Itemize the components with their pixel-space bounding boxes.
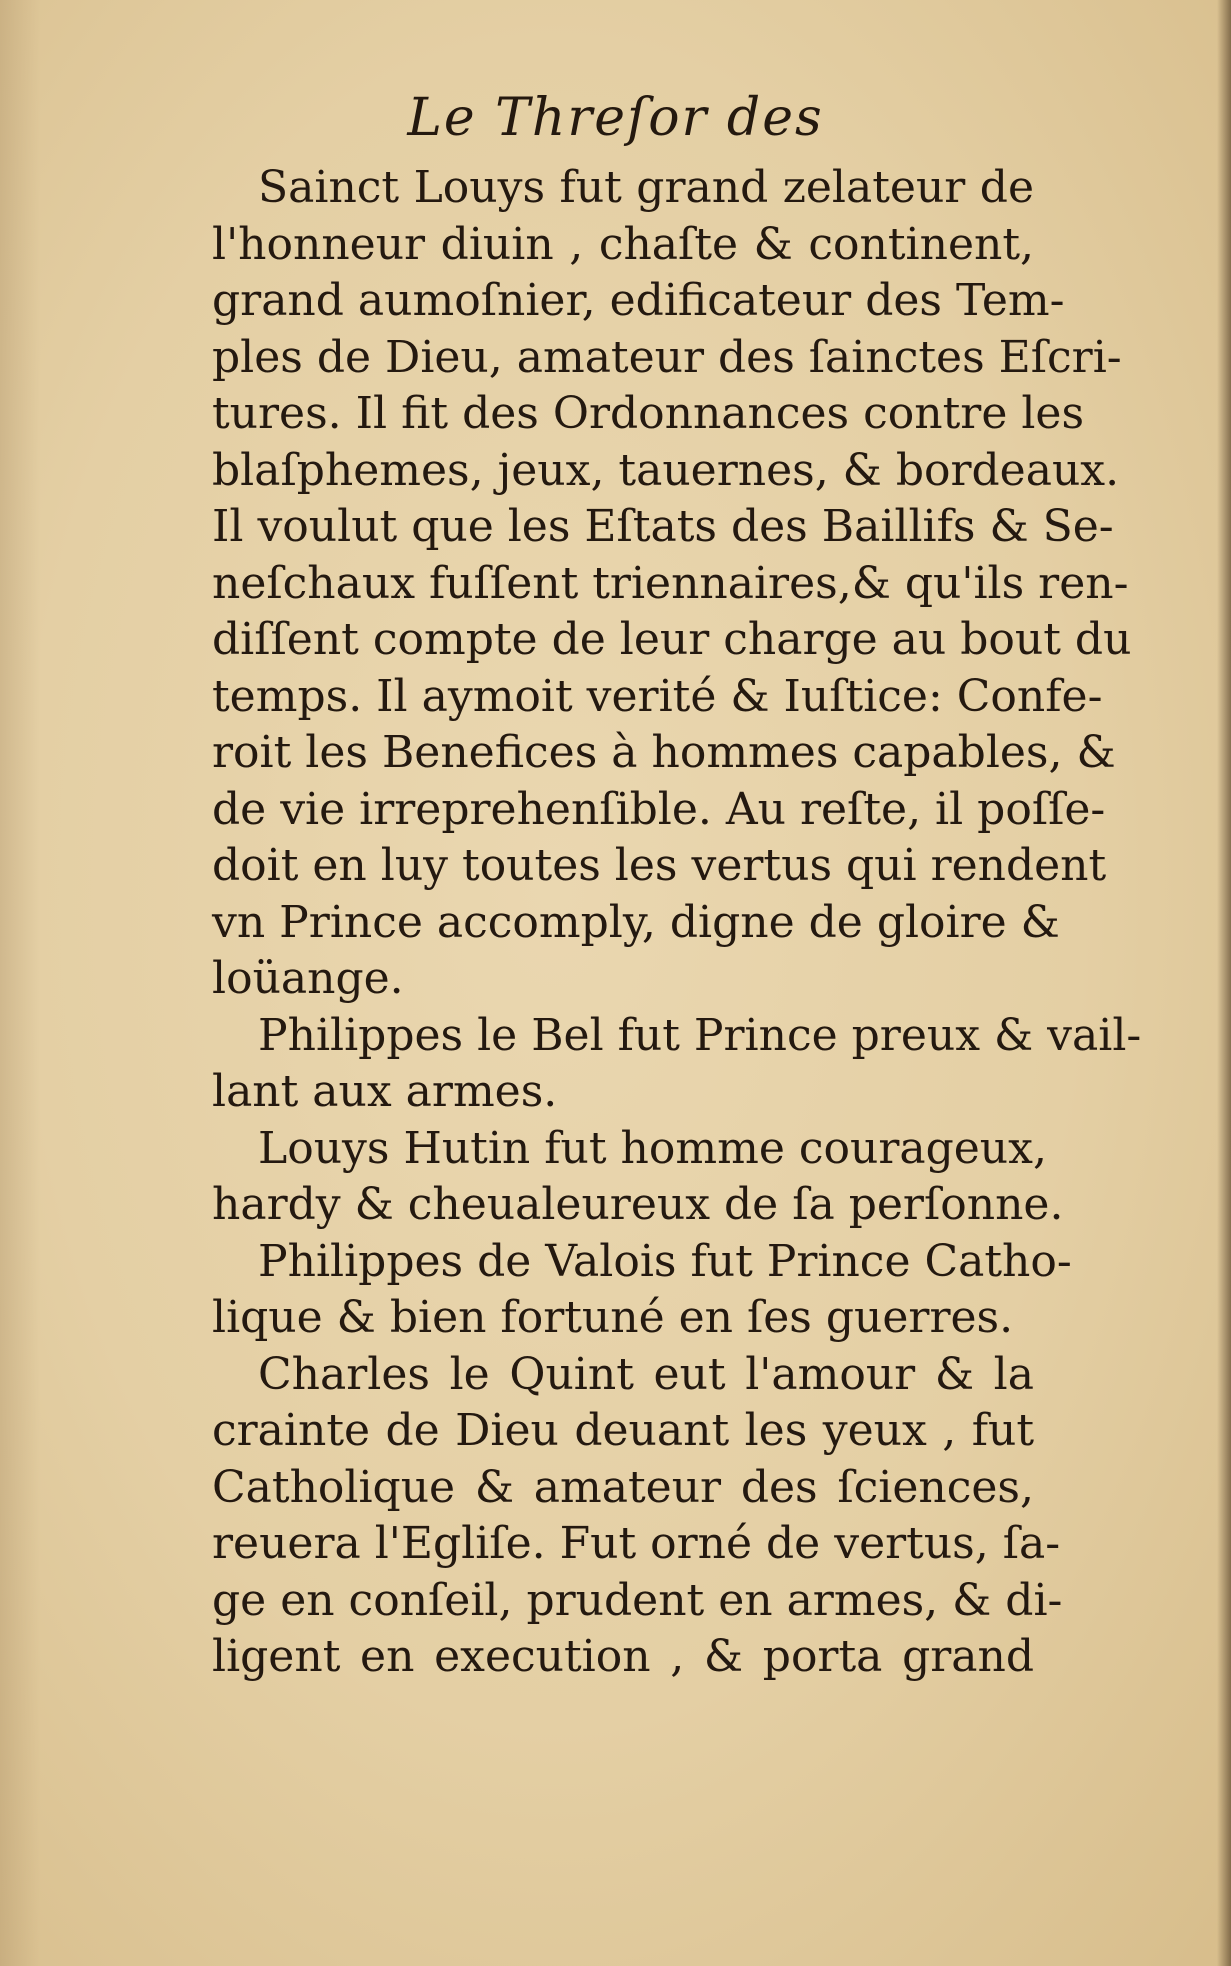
text-line: temps. Il aymoit verité & Iuſtice: Confe- (212, 670, 1103, 722)
text-line: vn Prince accomply, digne de gloire & (212, 896, 1060, 948)
text-line: Il voulut que les Eſtats des Baillifs & Se- (212, 501, 1114, 552)
text-line: grand aumoſnier, edificateur des Tem- (212, 275, 1065, 326)
text-line: roit les Benefices à hommes capables, & (212, 727, 1116, 778)
text-line: lique & bien fortuné en ſes guerres. (212, 1292, 1014, 1343)
text-line: ples de Dieu, amateur des ſainctes Eſcri- (212, 331, 1122, 383)
body-text (212, 160, 1142, 1686)
text-line: neſchaux fuſſent triennaires,& qu'ils ren- (212, 557, 1129, 609)
text-line: ge en conſeil, prudent en armes, & di- (212, 1574, 1063, 1626)
text-line: reuera l'Egliſe. Fut orné de vertus, ſa- (212, 1518, 1061, 1569)
text-line: Sainct Louys fut grand zelateur de (258, 162, 1034, 213)
text-line: l'honneur diuin , chaſte & continent, (212, 218, 1034, 270)
text-line: Louys Hutin fut homme courageux, (258, 1122, 1047, 1174)
text-line: Charles le Quint eut l'amour & la (258, 1348, 1034, 1400)
text-line: Philippes de Valois fut Prince Catho- (258, 1235, 1072, 1287)
text-line: hardy & cheualeureux de ſa perſonne. (212, 1179, 1064, 1230)
text-line: blaſphemes, jeux, tauernes, & bordeaux. (212, 444, 1120, 496)
text-line: lant aux armes. (212, 1066, 558, 1117)
text-line: doit en luy toutes les vertus qui rendent (212, 840, 1107, 891)
text-line: Philippes le Bel fut Prince preux & vail- (258, 1009, 1142, 1061)
text-line: diſſent compte de leur charge au bout du (212, 614, 1132, 665)
text-line: crainte de Dieu deuant les yeux , fut (212, 1405, 1034, 1456)
text-line: Catholique & amateur des ſciences, (212, 1461, 1034, 1513)
running-head: Le Threſor des (407, 88, 824, 148)
text-line: tures. Il fit des Ordonnances contre les (212, 388, 1085, 439)
text-line: de vie irreprehenſible. Au reſte, il poſſe- (212, 783, 1106, 835)
text-line: ligent en execution , & porta grand (212, 1631, 1034, 1682)
text-line: loüange. (212, 953, 404, 1004)
